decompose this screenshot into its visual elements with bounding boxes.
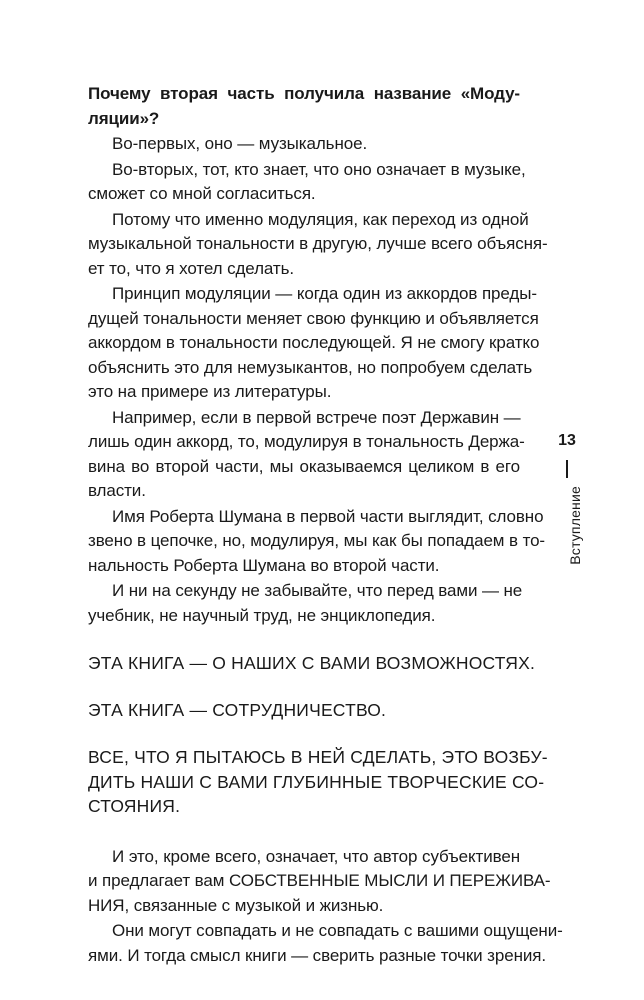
text-line: ет то, что я хотел сделать. [88,258,294,278]
paragraph [88,919,563,968]
text-line: И это, кроме всего, означает, что автор субъективен [112,846,520,866]
text-line: учебник, не научный труд, не энциклопедия. [88,605,436,625]
paragraph [88,132,520,157]
paragraph [88,158,526,207]
caps-line: ЭТА КНИГА — О НАШИХ С ВАМИ ВОЗМОЖНОСТЯХ. [88,653,536,673]
caps-statement [88,651,536,676]
text-line: музыкальной тональности в другую, лучше всего объясня- [88,234,548,253]
paragraph [88,208,548,282]
text-line: И ни на секунду не забывайте, что перед вами — не [112,581,523,600]
text-line: Принцип модуляции — когда один из аккордов преды- [112,284,537,303]
text-line: Во-вторых, тот, кто знает, что оно означает в музыке, [112,159,526,179]
text-line: звено в цепочке, но, модулируя, мы как бы попадаем в то- [88,531,545,550]
text-line: Например, если в первой встрече поэт Державин — [112,407,521,427]
text-line: Они могут совпадать и не совпадать с вашими ощущени- [112,921,563,940]
page-number-rule [566,460,568,478]
text-line: ями. И тогда смысл книги — сверить разные точки зрения. [88,945,546,965]
text-line: власти. [88,481,146,500]
text-line: лишь один аккорд, то, модулируя в тональность Держа- [88,432,525,451]
page-number: 13 [558,432,576,449]
section-heading [88,82,520,131]
paragraph [88,282,540,405]
caps-line: ЭТА КНИГА — СОТРУДНИЧЕСТВО. [88,699,387,720]
paragraph [88,406,525,504]
running-head: Вступление [567,486,583,565]
paragraph [88,579,523,628]
text-line: нальность Роберта Шумана во второй части. [88,555,440,575]
text-line: аккордом в тональности последующей. Я не смогу кратко [88,333,540,352]
heading-line: ляции»? [88,108,160,128]
text-line: объяснить это для немузыкантов, но попробуем сделать [88,357,533,377]
heading-line: Почему вторая часть получила название «Моду- [88,84,520,103]
text-line: Имя Роберта Шумана в первой части выглядит, словно [112,506,544,526]
paragraph [88,845,551,919]
text-line: дущей тональности меняет свою функцию и объявляется [88,308,539,328]
caps-statement [88,698,520,723]
text-line: Потому что именно модуляция, как переход из одной [112,209,529,229]
text-line: вина во второй части, мы оказываемся целиком в его [88,456,520,476]
text-line: это на примере из литературы. [88,382,332,401]
paragraph [88,505,545,579]
text-line: Во-первых, оно — музыкальное. [112,134,368,153]
caps-line: ДИТЬ НАШИ С ВАМИ ГЛУБИННЫЕ ТВОРЧЕСКИЕ СО- [88,771,545,792]
text-line: сможет со мной согласиться. [88,184,316,203]
text-line: НИЯ, связанные с музыкой и жизнью. [88,895,384,915]
text-line: и предлагает вам СОБСТВЕННЫЕ МЫСЛИ И ПЕРЕЖИВА- [88,871,551,890]
page-body [88,82,563,969]
caps-statement [88,745,548,819]
caps-line: СТОЯНИЯ. [88,796,181,816]
caps-line: ВСЕ, ЧТО Я ПЫТАЮСЬ В НЕЙ СДЕЛАТЬ, ЭТО ВОЗБУ- [88,747,548,767]
